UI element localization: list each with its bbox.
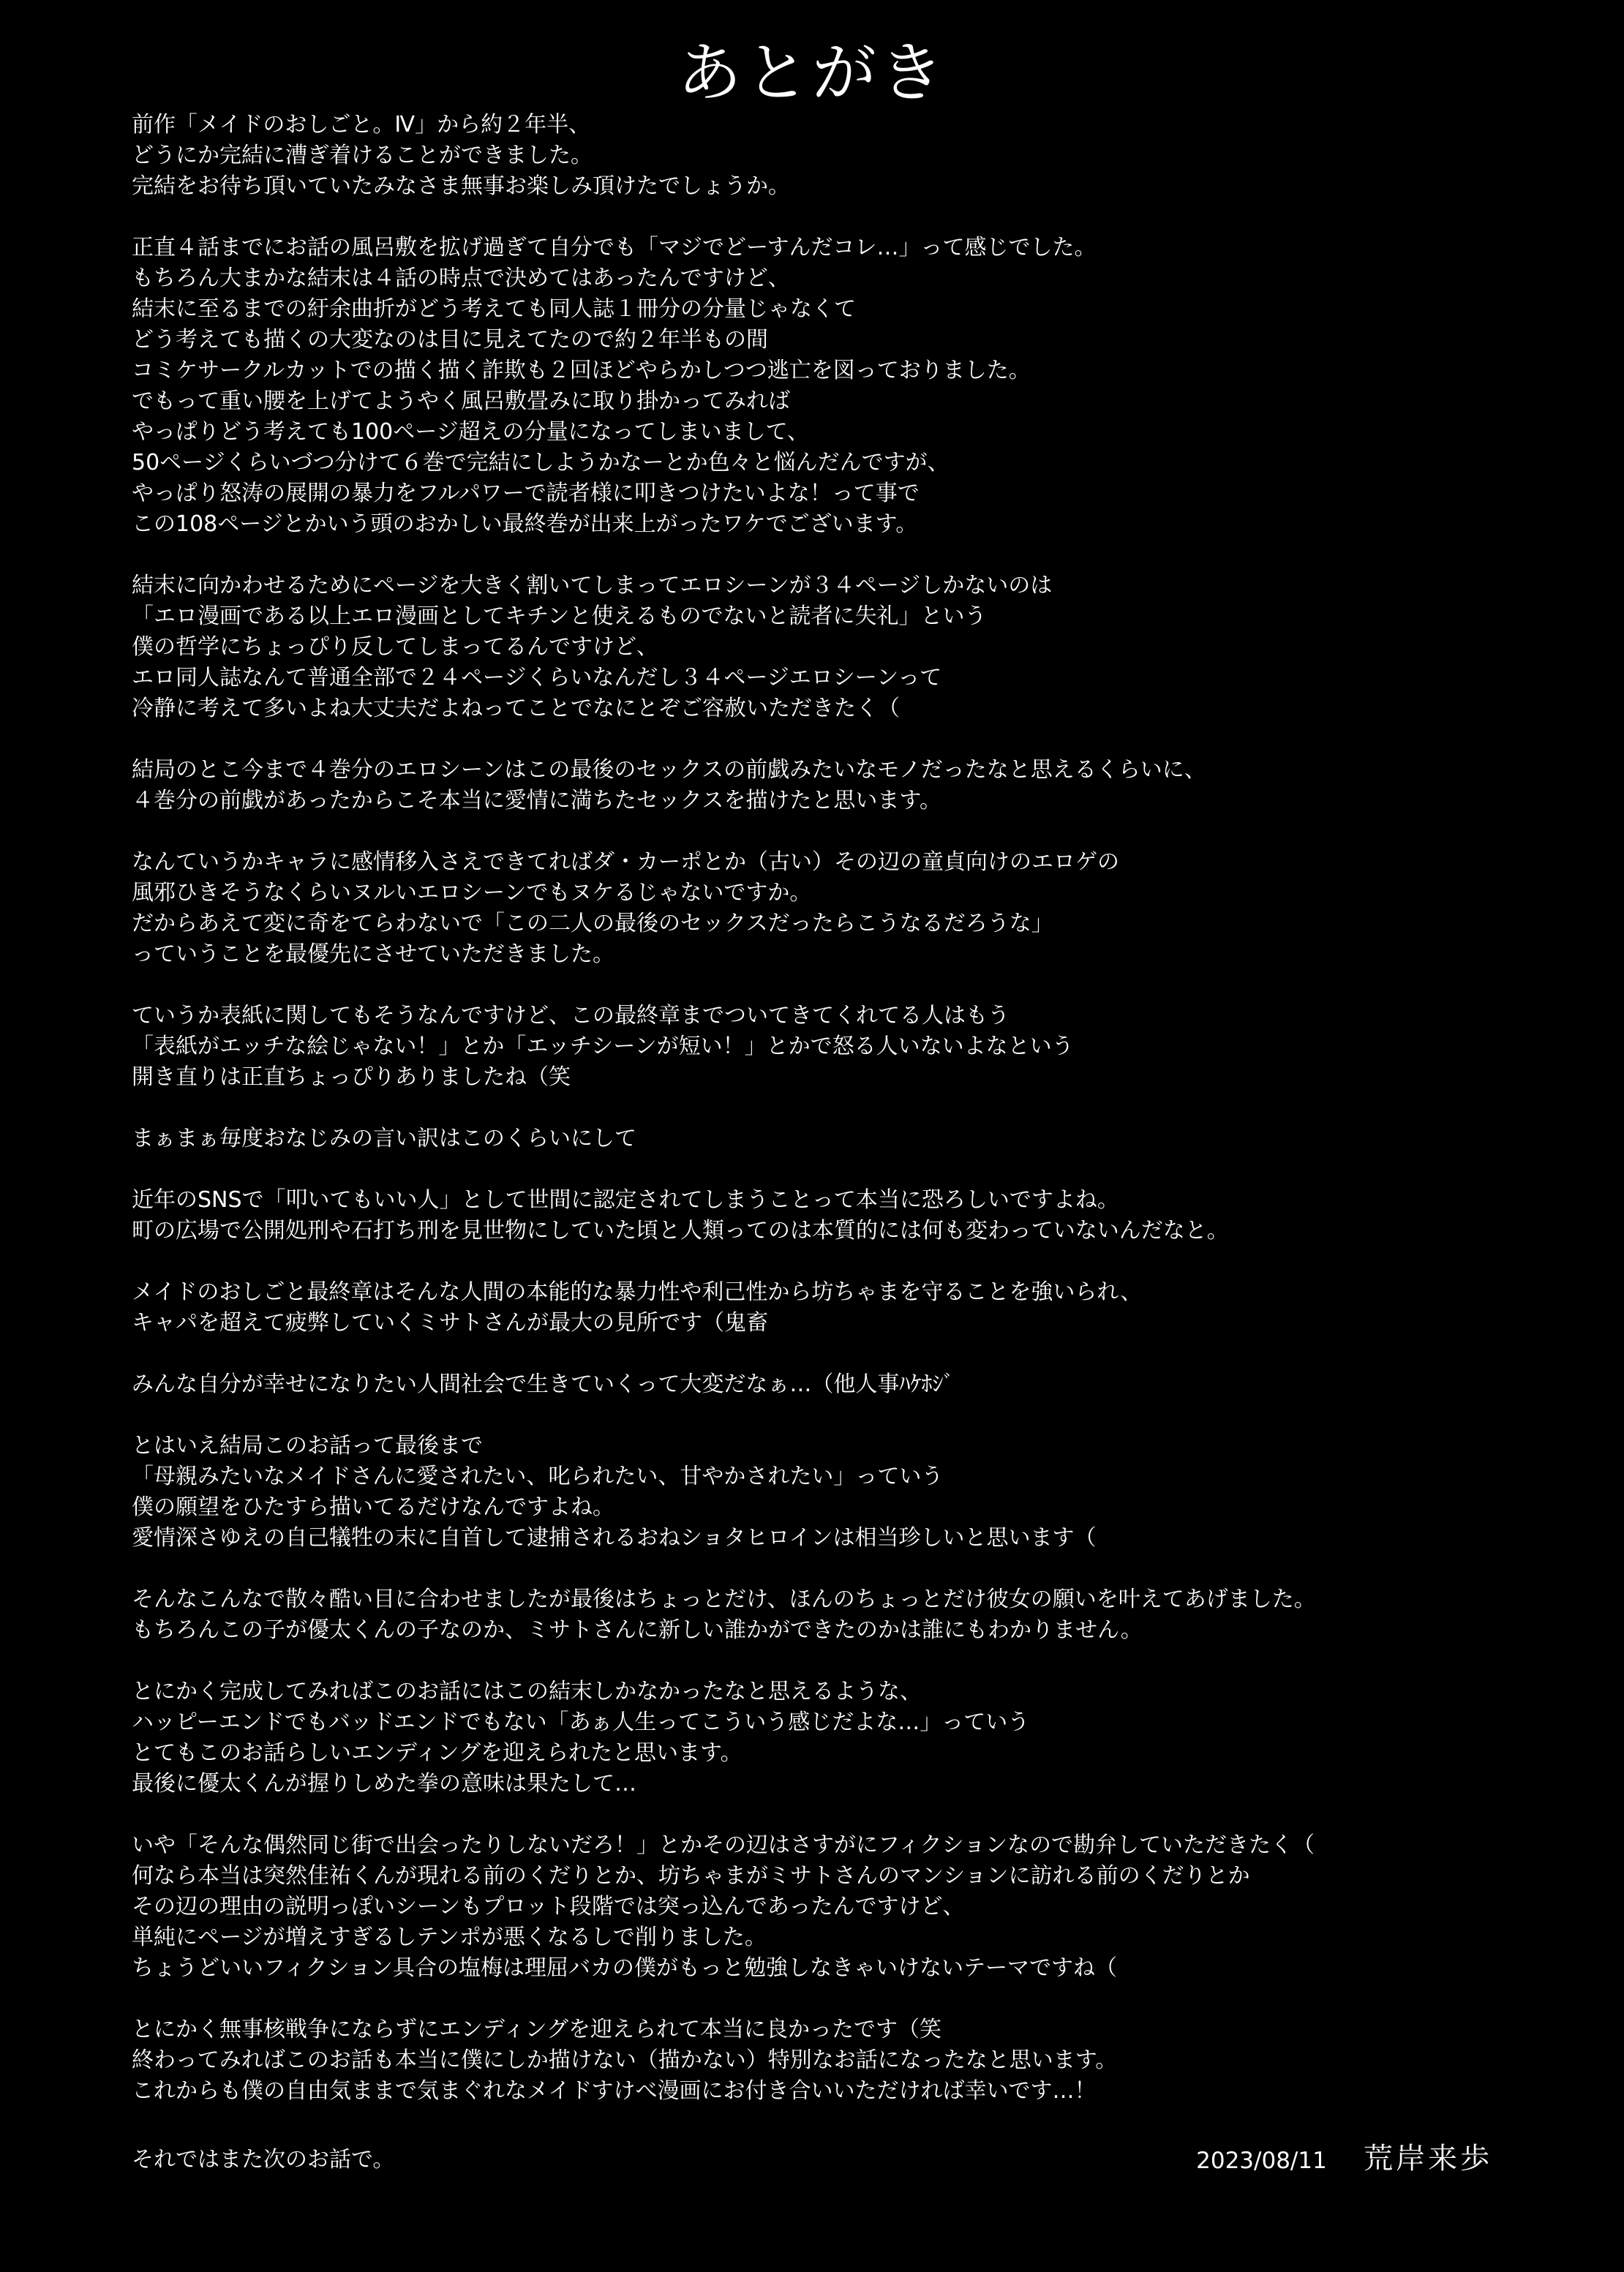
text-line: ちょうどいいフィクション具合の塩梅は理屈バカの僕がもっと勉強しなきゃいけないテーマですね（: [132, 1955, 1117, 1981]
text-line: とにかく完成してみればこのお話にはこの結末しかなかったなと思えるような、: [132, 1679, 922, 1704]
page-title: あとがき: [677, 35, 947, 110]
paragraph: [132, 1277, 1565, 1339]
text-line: 結末に至るまでの紆余曲折がどう考えても同人誌１冊分の分量じゃなくて: [132, 296, 856, 322]
text-line: 町の広場で公開処刑や石打ち刑を見世物にしていた頃と人類ってのは本質的には何も変わっていないんだなと。: [132, 1218, 1229, 1244]
text-line: そんなこんなで散々酷い目に合わせましたが最後はちょっとだけ、ほんのちょっとだけ彼女の願いを叶えてあげました。: [132, 1587, 1316, 1612]
paragraph: [132, 1830, 1565, 1984]
closing-line: それではまた次のお話で。: [132, 2147, 395, 2173]
text-line: ４巻分の前戯があったからこそ本当に愛情に満ちたセックスを描けたと思います。: [132, 788, 941, 813]
text-line: 冷静に考えて多いよね大丈夫だよねってことでなにとぞご容赦いただきたく（: [132, 696, 900, 721]
text-line: 「母親みたいなメイドさんに愛されたい、叱られたい、甘やかされたい」っていう: [132, 1464, 944, 1489]
text-line: 終わってみればこのお話も本当に僕にしか描けない（描かない）特別なお話になったなと思います。: [132, 2047, 1118, 2073]
text-line: やっぱりどう考えても100ページ超えの分量になってしまいまして、: [132, 419, 810, 445]
text-line: これからも僕の自由気ままで気まぐれなメイドすけべ漫画にお付き合いいただければ幸いです…！: [132, 2078, 1097, 2104]
text-line: 開き直りは正直ちょっぴりありましたね（笑: [132, 1064, 571, 1090]
text-line: まぁまぁ毎度おなじみの言い訳はこのくらいにして: [132, 1126, 636, 1151]
text-line: 単純にページが増えすぎるしテンポが悪くなるしで削りました。: [132, 1925, 767, 1950]
text-line: っていうことを最優先にさせていただきました。: [132, 941, 614, 967]
text-line: コミケサークルカットでの描く描く詐欺も２回ほどやらかしつつ逃亡を図っておりました。: [132, 358, 1031, 383]
text-line: ハッピーエンドでもバッドエンドでもない「あぁ人生ってこういう感じだよな…」っていう: [132, 1709, 1030, 1735]
text-line: なんていうかキャラに感情移入さえできてればダ・カーポとか（古い）その辺の童貞向けのエロゲの: [132, 849, 1119, 875]
signature-author: 荒岸来歩: [1364, 2142, 1492, 2175]
text-line: 愛情深さゆえの自己犠牲の末に自首して逮捕されるおねショタヒロインは相当珍しいと思います（: [132, 1525, 1097, 1551]
text-line: その辺の理由の説明っぽいシーンもプロット段階では突っ込んであったんですけど、: [132, 1894, 965, 1919]
text-line: 結末に向かわせるためにページを大きく割いてしまってエロシーンが３４ページしかないのは: [132, 573, 1053, 598]
text-line: どうにか完結に漕ぎ着けることができました。: [132, 143, 593, 168]
text-line: やっぱり怒涛の展開の暴力をフルパワーで読者様に叩きつけたいよな！って事で: [132, 481, 920, 506]
text-line: 風邪ひきそうなくらいヌルいエロシーンでもヌケるじゃないですか。: [132, 880, 812, 906]
text-line: 前作「メイドのおしごと。Ⅳ」から約２年半、: [132, 112, 591, 138]
text-line: でもって重い腰を上げてようやく風呂敷畳みに取り掛かってみれば: [132, 388, 790, 414]
paragraph: [132, 110, 1565, 202]
paragraph: [132, 1124, 1565, 1154]
text-line: ていうか表紙に関してもそうなんですけど、この最終章までついてきてくれてる人はもう: [132, 1003, 1010, 1028]
text-line: この108ページとかいう頭のおかしい最終巻が出来上がったワケでございます。: [132, 511, 918, 537]
text-line: 結局のとこ今まで４巻分のエロシーンはこの最後のセックスの前戯みたいなモノだったなと思えるくらいに、: [132, 757, 1206, 783]
paragraph: [132, 847, 1565, 970]
text-line: とてもこのお話らしいエンディングを迎えられたと思います。: [132, 1740, 743, 1766]
text-line: エロ同人誌なんて普通全部で２４ページくらいなんだし３４ページエロシーンって: [132, 665, 942, 691]
paragraph: [132, 1431, 1565, 1554]
text-line: 僕の願望をひたすら描いてるだけなんですよね。: [132, 1494, 614, 1520]
text-line: 最後に優太くんが握りしめた拳の意味は果たして…: [132, 1771, 636, 1797]
text-line: どう考えても描くの大変なのは目に見えてたので約２年半もの間: [132, 327, 768, 353]
paragraph: [132, 1677, 1565, 1799]
text-line: 近年のSNSで「叩いてもいい人」として世間に認定されてしまうことって本当に恐ろしいですよね。: [132, 1187, 1119, 1213]
text-line: 50ページくらいづつ分けて６巻で完結にしようかなーとか色々と悩んだんですが、: [132, 450, 950, 475]
text-line: 完結をお待ち頂いていたみなさま無事お楽しみ頂けたでしょうか。: [132, 173, 790, 199]
paragraph: [132, 755, 1565, 816]
text-line: メイドのおしごと最終章はそんな人間の本能的な暴力性や利己性から坊ちゃまを守ることを強いられ、: [132, 1279, 1143, 1305]
afterword-body: [132, 110, 1565, 2137]
text-line: もちろん大まかな結末は４話の時点で決めてはあったんですけど、: [132, 266, 790, 291]
text-line: 正直４話までにお話の風呂敷を拡げ過ぎて自分でも「マジでどーすんだコレ…」って感じでした。: [132, 235, 1097, 260]
text-line: いや「そんな偶然同じ街で出会ったりしないだろ！」とかその辺はさすがにフィクションなので勘弁していただきたく（: [132, 1832, 1315, 1858]
paragraph: [132, 571, 1565, 724]
paragraph: [132, 1369, 1565, 1400]
paragraph: [132, 2015, 1565, 2107]
signature-date: 2023/08/11: [1196, 2148, 1327, 2174]
text-line: だからあえて変に奇をてらわないで「この二人の最後のセックスだったらこうなるだろうな」: [132, 911, 1053, 936]
paragraph: [132, 1001, 1565, 1093]
signature: [1196, 2142, 1492, 2178]
text-line: 何なら本当は突然佳祐くんが現れる前のくだりとか、坊ちゃまがミサトさんのマンションに訪れる前のくだりとか: [132, 1863, 1250, 1889]
paragraph: [132, 1185, 1565, 1246]
text-line: 「表紙がエッチな絵じゃない！」とか「エッチシーンが短い！」とかで怒る人いないよなという: [132, 1034, 1074, 1059]
text-line: 「エロ漫画である以上エロ漫画としてキチンと使えるものでないと読者に失礼」という: [132, 603, 987, 629]
text-line: とにかく無事核戦争にならずにエンディングを迎えられて本当に良かったです（笑: [132, 2017, 941, 2042]
paragraph: [132, 1584, 1565, 1646]
text-line: 僕の哲学にちょっぴり反してしまってるんですけど、: [132, 634, 658, 660]
paragraph: [132, 233, 1565, 540]
text-line: とはいえ結局このお話って最後まで: [132, 1433, 483, 1459]
text-line: キャパを超えて疲弊していくミサトさんが最大の見所です（鬼畜: [132, 1310, 768, 1336]
text-line: もちろんこの子が優太くんの子なのか、ミサトさんに新しい誰かができたのかは誰にもわかりません。: [132, 1617, 1143, 1643]
text-line: みんな自分が幸せになりたい人間社会で生きていくって大変だなぁ…（他人事ﾊｹﾎｼﾞ: [132, 1372, 955, 1397]
